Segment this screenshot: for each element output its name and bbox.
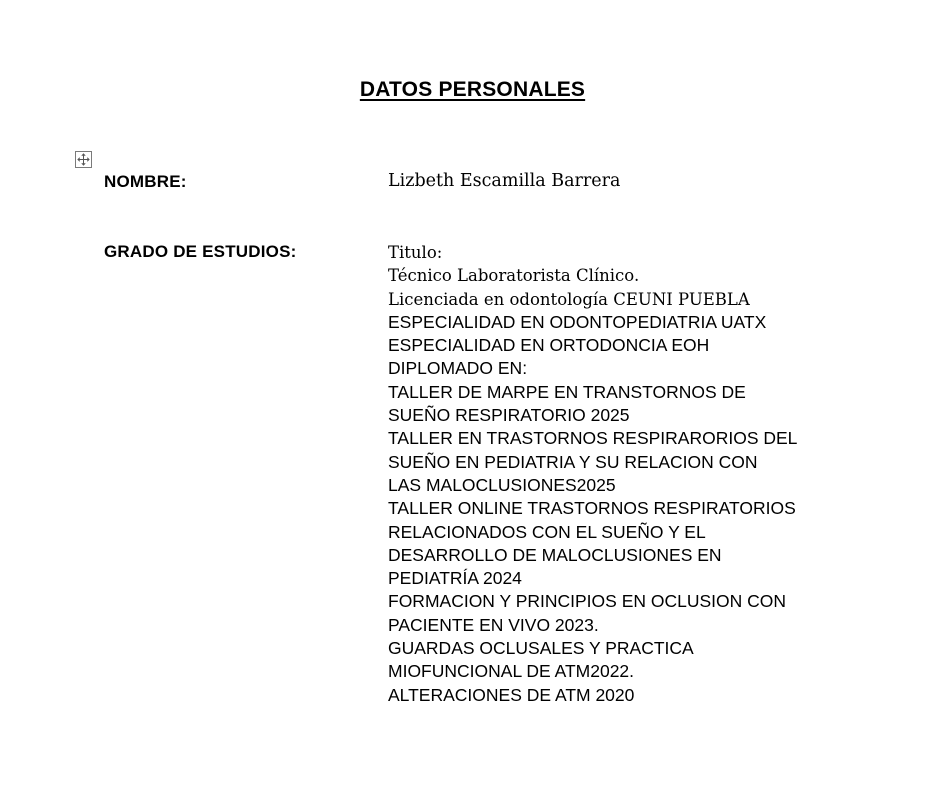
grado-estudios-line: ALTERACIONES DE ATM 2020 [388,684,635,705]
grado-estudios-line: SUEÑO EN PEDIATRIA Y SU RELACION CON [388,451,758,472]
table-move-handle[interactable] [75,151,92,168]
nombre-label: NOMBRE: [104,172,187,191]
grado-estudios-line: TALLER EN TRASTORNOS RESPIRARORIOS DEL [388,428,798,449]
nombre-value: Lizbeth Escamilla Barrera [388,171,621,191]
grado-estudios-line: MIOFUNCIONAL DE ATM2022. [388,661,635,682]
document-title: DATOS PERSONALES [359,78,586,101]
grado-estudios-line: DESARROLLO DE MALOCLUSIONES EN [388,544,722,565]
grado-estudios-line: PACIENTE EN VIVO 2023. [388,614,599,635]
grado-estudios-line: TALLER ONLINE TRASTORNOS RESPIRATORIOS [388,498,796,519]
grado-estudios-line: GUARDAS OCLUSALES Y PRACTICA [388,638,694,659]
grado-estudios-line: FORMACION Y PRINCIPIOS EN OCLUSION CON [388,591,787,612]
grado-estudios-line: Licenciada en odontología CEUNI PUEBLA [388,289,750,309]
grado-estudios-label: GRADO DE ESTUDIOS: [104,242,297,261]
grado-estudios-line: LAS MALOCLUSIONES2025 [388,474,616,495]
grado-estudios-line: ESPECIALIDAD EN ODONTOPEDIATRIA UATX [388,311,767,332]
grado-estudios-line: Titulo: [388,243,443,262]
move-arrows-icon [76,152,91,167]
grado-estudios-line: ESPECIALIDAD EN ORTODONCIA EOH [388,335,710,356]
grado-estudios-line: Técnico Laboratorista Clínico. [388,266,640,286]
grado-estudios-line: RELACIONADOS CON EL SUEÑO Y EL [388,521,706,542]
grado-estudios-line: SUEÑO RESPIRATORIO 2025 [388,405,630,426]
grado-estudios-list [388,241,908,707]
grado-estudios-line: PEDIATRÍA 2024 [388,568,522,589]
grado-estudios-line: TALLER DE MARPE EN TRANSTORNOS DE [388,381,746,402]
grado-estudios-line: DIPLOMADO EN: [388,358,528,379]
